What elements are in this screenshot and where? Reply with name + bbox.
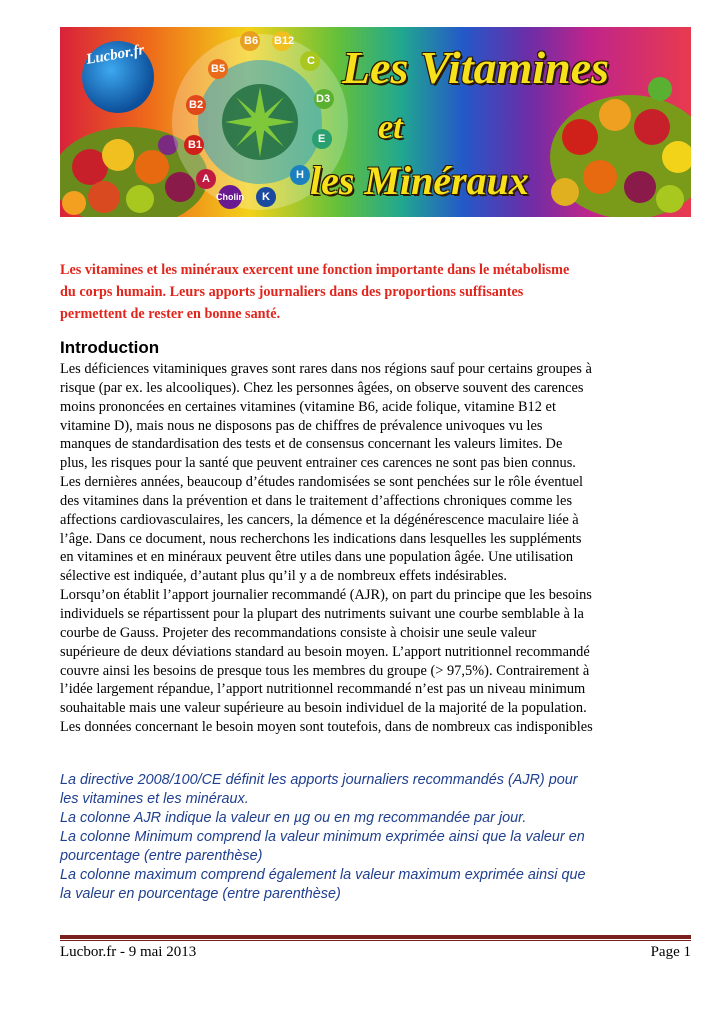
footer-source-date: Lucbor.fr - 9 mai 2013 xyxy=(60,944,197,960)
note-line: La colonne Minimum comprend la valeur minimum exprimée ainsi que la valeur en xyxy=(60,829,585,845)
body-line: manques de standardisation des tests et de consensus concernant les valeurs limites. De xyxy=(60,436,563,453)
body-line: sélective est indiquée, d’autant plus qu’il y a de nombreux effets indésirables. xyxy=(60,568,507,585)
vitamin-label: A xyxy=(202,173,210,185)
footer-page-number: Page 1 xyxy=(650,944,691,960)
logo-text: Lucbor.fr xyxy=(84,42,146,68)
vitamin-label: H xyxy=(296,169,304,181)
body-line: souhaitable mais une valeur supérieure au besoin individuel de la majorité de la population. xyxy=(60,700,587,717)
body-line: courbe de Gauss. Projeter des recommandations consiste à choisir une seule valeur xyxy=(60,624,537,641)
body-paragraph xyxy=(60,360,700,737)
body-line: individuels se répartissent pour la plupart des nutriments suivant une courbe semblable à la xyxy=(60,605,584,622)
note-line: les vitamines et les minéraux. xyxy=(60,791,249,807)
fruit-cornucopia-icon xyxy=(550,77,691,217)
body-line: en vitamines et en minéraux peuvent être utiles dans une population âgée. Une utilisation xyxy=(60,549,574,566)
body-line: affections cardiovasculaires, les cancers, la démence et la dégénérescence maculaire liée à xyxy=(60,511,579,528)
body-line: supérieure de deux déviations standard au besoin moyen. L’apport nutritionnel recommandé xyxy=(60,643,590,660)
footer-divider xyxy=(60,935,691,939)
body-line: Les déficiences vitaminiques graves sont rares dans nos régions sauf pour certains groupes à xyxy=(60,361,592,377)
note-line: La colonne maximum comprend également la valeur maximum exprimée ainsi que xyxy=(60,867,586,883)
header-banner xyxy=(60,27,691,217)
body-line: plus, les risques pour la santé que peuvent entrainer ces carences ne sont pas bien connus. xyxy=(60,455,576,472)
vitamin-label: B12 xyxy=(274,35,295,47)
body-line: risque (par ex. les alcooliques). Chez les personnes âgées, on observe souvent des carences xyxy=(60,379,584,396)
body-line: l’idée largement répandue, l’apport nutritionnel recommandé n’est pas un niveau minimum xyxy=(60,681,586,698)
body-line: des vitamines dans la prévention et dans le traitement d’affections chroniques comme les xyxy=(60,492,573,509)
note-line: La colonne AJR indique la valeur en µg ou en mg recommandée par jour. xyxy=(60,810,527,826)
banner-title: Les Vitamines xyxy=(342,42,610,93)
section-heading: Introduction xyxy=(60,338,160,357)
note-line: la valeur en pourcentage (entre parenthèse) xyxy=(60,886,341,902)
vitamin-label: B5 xyxy=(211,63,226,75)
note-line: pourcentage (entre parenthèse) xyxy=(60,848,263,864)
body-line: Lorsqu’on établit l’apport journalier recommandé (AJR), on part du principe que les besoins xyxy=(60,587,592,604)
body-line: l’âge. Dans ce document, nous recherchons les indications dans lesquelles les suppléments xyxy=(60,530,582,547)
body-line: moins prononcées en certaines vitamines (vitamine B6, acide folique, vitamine B12 et xyxy=(60,398,556,415)
intro-line: du corps humain. Leurs apports journaliers dans des proportions suffisantes xyxy=(60,284,524,300)
banner-subtitle: les Minéraux xyxy=(310,158,529,203)
vitamin-label: B2 xyxy=(189,99,204,111)
body-line: vitamine D), mais nous ne disposons pas de chiffres de prévalence univoques vu les xyxy=(60,417,543,434)
vitamin-label: B6 xyxy=(244,35,259,47)
vitamin-label: K xyxy=(262,191,270,203)
body-line: Les dernières années, beaucoup d’études randomisées se sont penchées sur le rôle éventuel xyxy=(60,474,584,491)
vitamin-label: B1 xyxy=(188,139,203,151)
vitamin-label: D3 xyxy=(316,93,331,105)
banner-conjunction: et xyxy=(378,109,403,146)
note-line: La directive 2008/100/CE définit les apports journaliers recommandés (AJR) pour xyxy=(60,772,578,788)
vitamin-label: E xyxy=(318,133,326,145)
body-line: couvre ainsi les besoins de presque tous les membres du groupe (> 97,5%). Contrairement à xyxy=(60,662,590,679)
notes-block xyxy=(60,771,700,904)
vitamin-label: Cholin xyxy=(216,192,244,202)
footer-divider-thin xyxy=(60,940,691,941)
body-line: Les données concernant le besoin moyen sont toutefois, dans de nombreux cas indisponibles xyxy=(60,719,593,736)
intro-summary xyxy=(60,259,700,325)
intro-line: permettent de rester en bonne santé. xyxy=(60,306,281,322)
intro-line: Les vitamines et les minéraux exercent une fonction importante dans le métabolisme xyxy=(60,262,570,278)
vitamin-label: C xyxy=(307,55,315,67)
